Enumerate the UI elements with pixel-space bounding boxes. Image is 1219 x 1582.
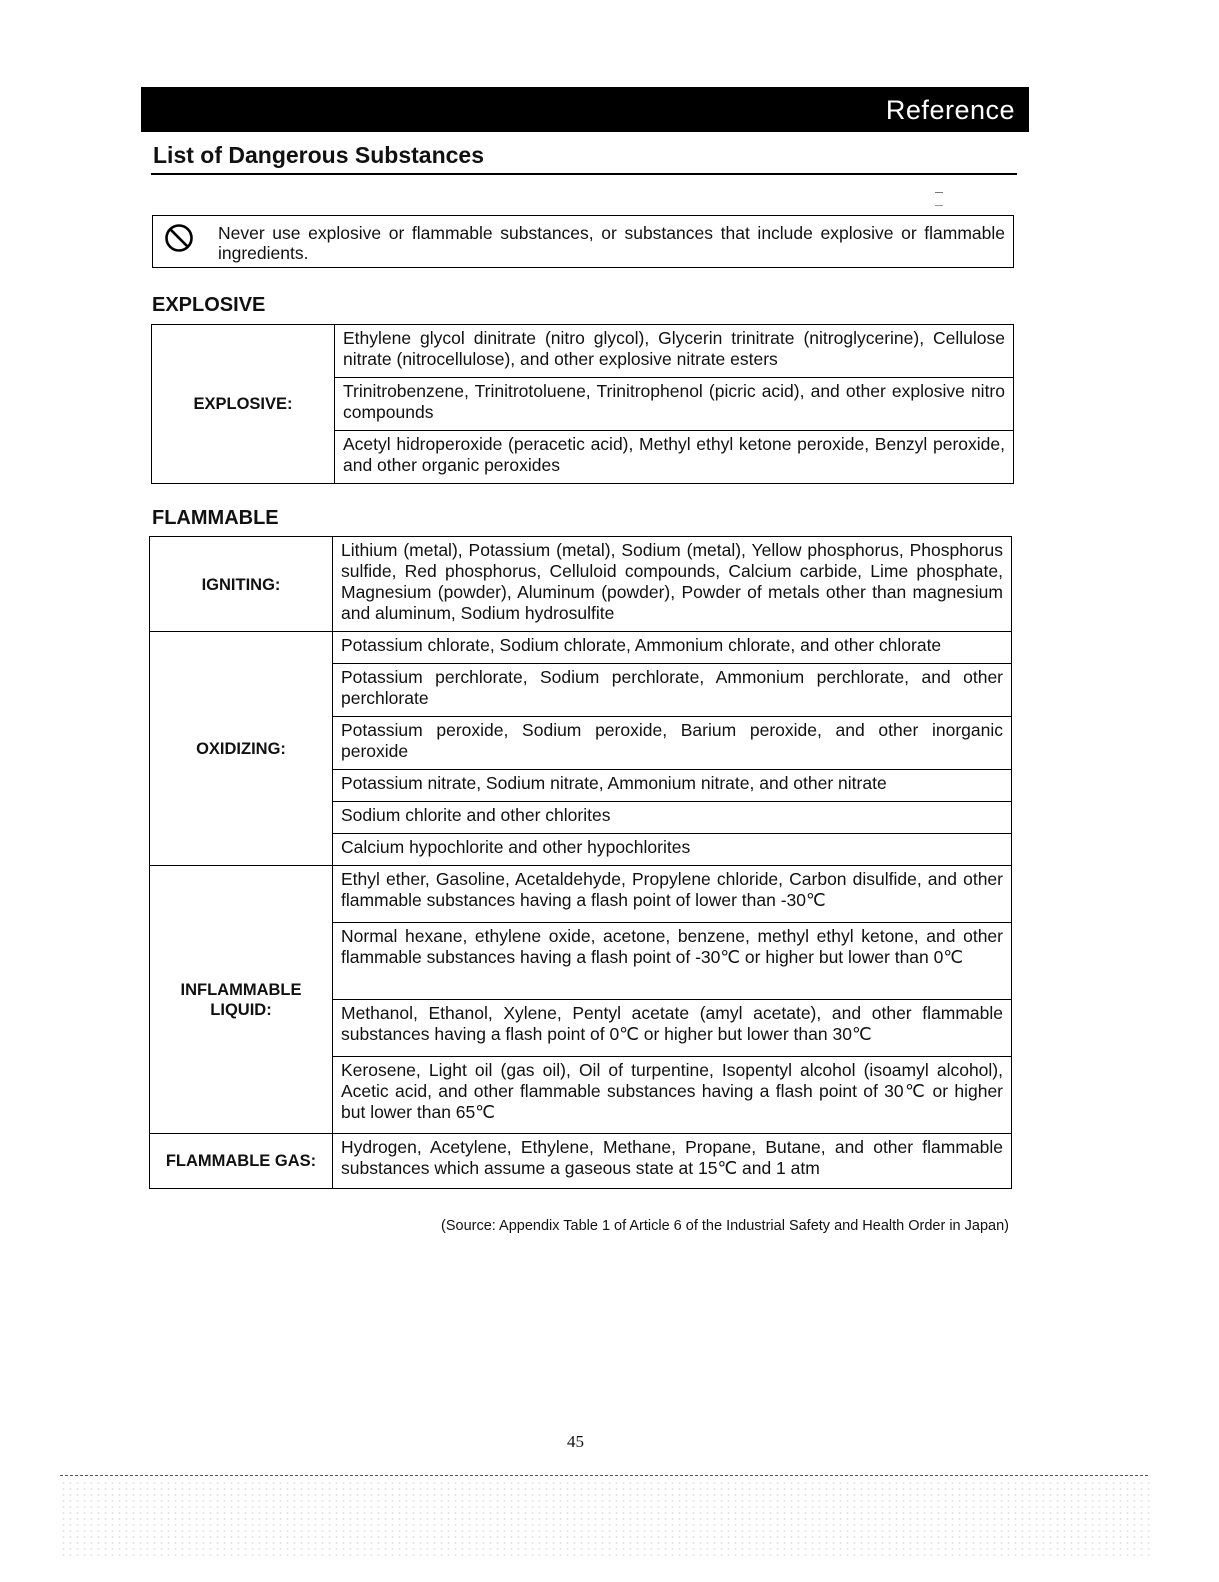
footer-rule [60, 1475, 1148, 1476]
section-label: Reference [885, 95, 1015, 125]
substance-cell: Potassium chlorate, Sodium chlorate, Ammonium chlorate, and other chlorate [333, 632, 1012, 664]
substance-cell: Potassium perchlorate, Sodium perchlorate, Ammonium perchlorate, and other perchlorate [333, 664, 1012, 717]
category-cell: FLAMMABLE GAS: [150, 1134, 333, 1189]
page-title: List of Dangerous Substances [153, 142, 485, 168]
table-row [150, 537, 1012, 632]
source-note: (Source: Appendix Table 1 of Article 6 of the Industrial Safety and Health Order in Japan) [441, 1218, 1009, 1234]
flammable-heading: FLAMMABLE [152, 507, 279, 529]
substance-cell: Trinitrobenzene, Trinitrotoluene, Trinitrophenol (picric acid), and other explosive nitro compounds [335, 378, 1014, 431]
category-cell: IGNITING: [150, 537, 333, 632]
explosive-table [151, 324, 1014, 484]
substance-cell: Ethylene glycol dinitrate (nitro glycol), Glycerin trinitrate (nitroglycerine), Cellulose nitrate (nitrocellulose), and other explosive nitrate esters [335, 325, 1014, 378]
substance-cell: Ethyl ether, Gasoline, Acetaldehyde, Propylene chloride, Carbon disulfide, and other flammable substances having a flash point of lower than -30℃ [333, 866, 1012, 923]
prohibition-icon [164, 223, 194, 253]
warning-text: Never use explosive or flammable substances, or substances that include explosive or flammable ingredients. [218, 223, 1005, 263]
substance-cell: Hydrogen, Acetylene, Ethylene, Methane, Propane, Butane, and other flammable substances which assume a gaseous state at 15℃ and 1 atm [333, 1134, 1012, 1189]
section-header-bar [141, 87, 1029, 132]
category-cell: EXPLOSIVE: [152, 325, 335, 484]
page-number: 45 [567, 1432, 584, 1451]
table-row [150, 1134, 1012, 1189]
category-cell: INFLAMMABLE LIQUID: [150, 866, 333, 1134]
substance-cell: Potassium nitrate, Sodium nitrate, Ammonium nitrate, and other nitrate [333, 770, 1012, 802]
substance-cell: Methanol, Ethanol, Xylene, Pentyl acetate (amyl acetate), and other flammable substances having a flash point of 0℃ or higher but lower than 30℃ [333, 1000, 1012, 1057]
title-underline [151, 173, 1017, 175]
scan-mark [935, 192, 943, 206]
table-row [150, 866, 1012, 923]
category-cell: OXIDIZING: [150, 632, 333, 866]
substance-cell: Potassium peroxide, Sodium peroxide, Barium peroxide, and other inorganic peroxide [333, 717, 1012, 770]
substance-cell: Sodium chlorite and other chlorites [333, 802, 1012, 834]
scan-noise-band [60, 1480, 1150, 1558]
substance-cell: Normal hexane, ethylene oxide, acetone, benzene, methyl ethyl ketone, and other flammable substances having a flash point of -30℃ or higher but lower than 0℃ [333, 923, 1012, 1000]
flammable-table [149, 536, 1012, 1189]
table-row [152, 325, 1014, 378]
explosive-heading: EXPLOSIVE [152, 294, 266, 316]
substance-cell: Kerosene, Light oil (gas oil), Oil of turpentine, Isopentyl alcohol (isoamyl alcohol), Acetic acid, and other flammable substances having a flash point of 30℃ or higher but lower than 65℃ [333, 1057, 1012, 1134]
substance-cell: Acetyl hidroperoxide (peracetic acid), Methyl ethyl ketone peroxide, Benzyl peroxide, and other organic peroxides [335, 431, 1014, 484]
warning-box [152, 215, 1014, 268]
table-row [150, 632, 1012, 664]
substance-cell: Calcium hypochlorite and other hypochlorites [333, 834, 1012, 866]
substance-cell: Lithium (metal), Potassium (metal), Sodium (metal), Yellow phosphorus, Phosphorus sulfide, Red phosphorus, Celluloid compounds, Calcium carbide, Lime phosphate, Magnesium (powder), Aluminum (powder), Powder of metals other than magnesium and aluminum, Sodium hydrosulfite [333, 537, 1012, 632]
